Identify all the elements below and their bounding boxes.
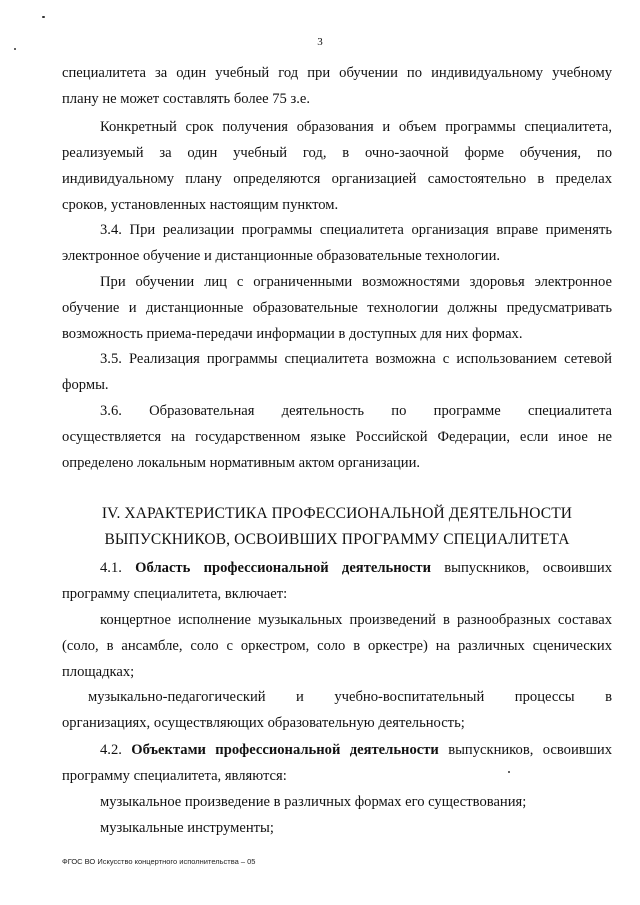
paragraph-3-4 bbox=[62, 217, 612, 269]
text-line: 3.5. Реализация программы специалитета возможна с использованием сетевой bbox=[100, 351, 612, 367]
text-line: концертное исполнение музыкальных произведений в разнообразных составах bbox=[100, 612, 612, 628]
list-item bbox=[62, 789, 612, 815]
section-heading-line: ВЫПУСКНИКОВ, ОСВОИВШИХ ПРОГРАММУ СПЕЦИАЛИТЕТА bbox=[104, 531, 570, 548]
text-line: сроков, установленных настоящим пунктом. bbox=[62, 197, 339, 213]
bold-term: Область профессиональной деятельности bbox=[135, 560, 431, 576]
text-line: реализуемый за один учебный год, в очно-заочной форме обучения, по bbox=[62, 145, 612, 161]
section-heading-line: IV. ХАРАКТЕРИСТИКА ПРОФЕССИОНАЛЬНОЙ ДЕЯТЕЛЬНОСТИ bbox=[101, 505, 573, 522]
paragraph-continuation bbox=[62, 60, 612, 112]
paragraph-disabilities bbox=[62, 269, 612, 347]
text-fragment: выпускников, освоивших bbox=[431, 560, 612, 576]
text-line: музыкально-педагогический и учебно-воспитательный процессы в bbox=[88, 689, 612, 705]
section-heading bbox=[62, 501, 612, 553]
text-line: музыкальные инструменты; bbox=[100, 820, 274, 836]
text-line: формы. bbox=[62, 377, 109, 393]
clause-number: 4.1. bbox=[100, 560, 122, 576]
scan-speck bbox=[508, 771, 510, 773]
list-item bbox=[62, 607, 612, 685]
text-line: осуществляется на государственном языке Российской Федерации, если иное не bbox=[62, 429, 612, 445]
text-line: организациях, осуществляющих образовательную деятельность; bbox=[62, 715, 465, 731]
paragraph-3-6 bbox=[62, 398, 612, 476]
list-item bbox=[62, 684, 612, 736]
text-line: музыкальное произведение в различных формах его существования; bbox=[100, 794, 527, 810]
text-line: возможность приема-передачи информации в доступных для них формах. bbox=[62, 326, 523, 342]
text-line: При обучении лиц с ограниченными возможностями здоровья электронное bbox=[100, 274, 612, 290]
list-item bbox=[62, 815, 612, 841]
bold-term: Объектами профессиональной деятельности bbox=[131, 742, 439, 758]
text-line: программу специалитета, являются: bbox=[62, 768, 287, 784]
paragraph-4-2 bbox=[62, 737, 612, 789]
text-line bbox=[62, 555, 612, 581]
text-line: (соло, в ансамбле, соло с оркестром, соло в оркестре) на различных сценических bbox=[62, 638, 612, 654]
clause-number: 4.2. bbox=[100, 742, 122, 758]
text-line: электронное обучение и дистанционные образовательные технологии. bbox=[62, 248, 501, 264]
text-line: Конкретный срок получения образования и объем программы специалитета, bbox=[100, 119, 612, 135]
text-line: плану не может составлять более 75 з.е. bbox=[62, 91, 311, 107]
text-line: определено локальным нормативным актом организации. bbox=[62, 455, 421, 471]
paragraph-4-1 bbox=[62, 555, 612, 607]
scan-speck bbox=[42, 16, 45, 18]
text-fragment: выпускников, освоивших bbox=[438, 742, 613, 758]
footer: ФГОС ВО Искусство концертного исполнительства – 05 bbox=[62, 857, 256, 866]
text-line: 3.4. При реализации программы специалитета организация вправе применять bbox=[100, 222, 612, 238]
text-line: программу специалитета, включает: bbox=[62, 586, 288, 602]
text-line: обучение и дистанционные образовательные технологии должны предусматривать bbox=[62, 300, 612, 316]
page-number: 3 bbox=[317, 36, 323, 48]
paragraph-term bbox=[62, 114, 612, 218]
paragraph-3-5 bbox=[62, 346, 612, 398]
text-line: специалитета за один учебный год при обучении по индивидуальному учебному bbox=[62, 65, 612, 81]
text-line: площадках; bbox=[62, 664, 135, 680]
text-line bbox=[62, 737, 612, 763]
scan-speck bbox=[14, 48, 16, 50]
text-line: индивидуальному плану определяются организацией самостоятельно в пределах bbox=[62, 171, 612, 187]
text-line: 3.6. Образовательная деятельность по программе специалитета bbox=[100, 403, 612, 419]
